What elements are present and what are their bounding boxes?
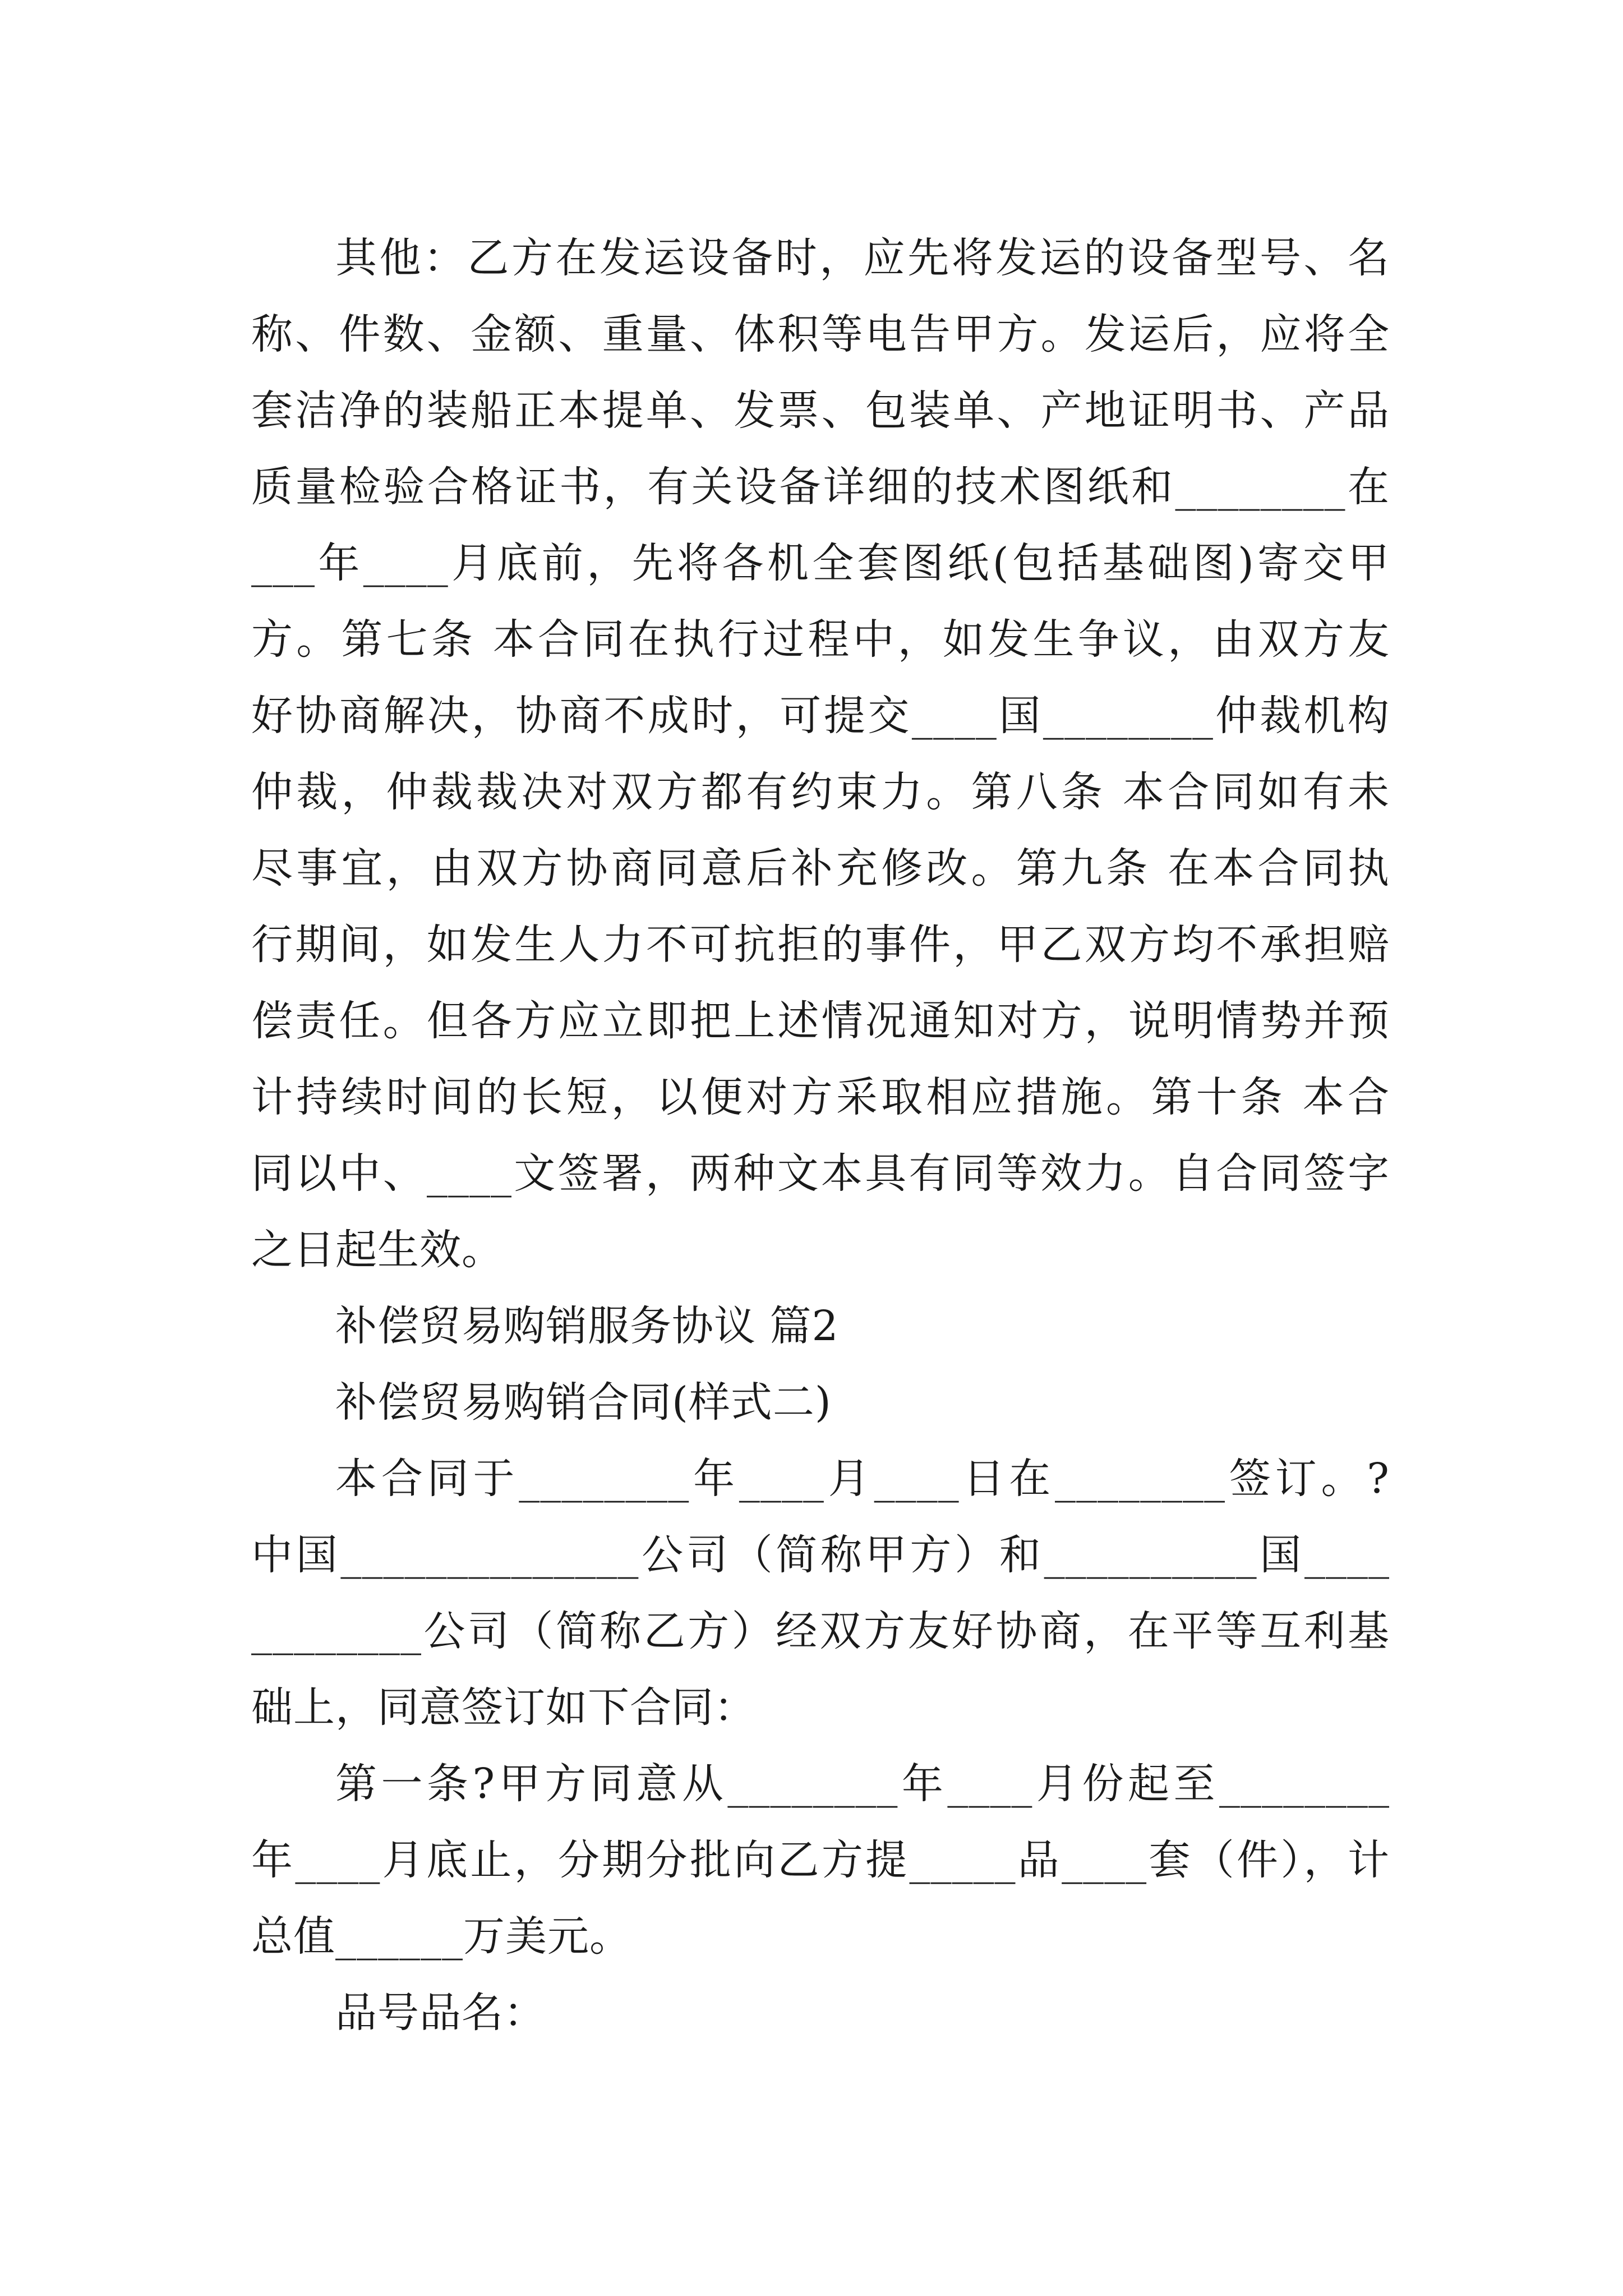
paragraph-line: 年____月底止，分期分批向乙方提_____品____套（件），计 <box>251 1836 1390 1884</box>
paragraph-line: ___年____月底前，先将各机全套图纸(包括基础图)寄交甲 <box>251 539 1390 587</box>
paragraph-line: 品号品名： <box>335 1989 546 2037</box>
paragraph-line: ________公司（简称乙方）经双方友好协商，在平等互利基 <box>251 1607 1390 1655</box>
paragraph-line: 尽事宜，由双方协商同意后补充修改。第九条 在本合同执 <box>251 844 1390 892</box>
paragraph-line: 好协商解决，协商不成时，可提交____国________仲裁机构 <box>251 692 1390 740</box>
paragraph-line: 方。第七条 本合同在执行过程中，如发生争议，由双方友 <box>251 615 1390 664</box>
paragraph-line: 仲裁，仲裁裁决对双方都有约束力。第八条 本合同如有未 <box>251 768 1390 816</box>
section-heading: 补偿贸易购销服务协议 篇2 <box>335 1302 839 1350</box>
paragraph-line: 计持续时间的长短，以便对方采取相应措施。第十条 本合 <box>251 1073 1390 1121</box>
paragraph-line: 套洁净的装船正本提单、发票、包装单、产地证明书、产品 <box>251 386 1390 435</box>
paragraph-line: 偿责任。但各方应立即把上述情况通知对方，说明情势并预 <box>251 997 1390 1045</box>
paragraph-line: 中国______________公司（简称甲方）和__________国____ <box>251 1531 1390 1579</box>
paragraph-line: 第一条?甲方同意从________年____月份起至________ <box>335 1760 1390 1808</box>
paragraph-line: 行期间，如发生人力不可抗拒的事件，甲乙双方均不承担赔 <box>251 921 1390 969</box>
paragraph-line: 总值______万美元。 <box>251 1912 631 1961</box>
document-subtitle: 补偿贸易购销合同(样式二) <box>335 1378 832 1427</box>
paragraph-line: 础上，同意签订如下合同： <box>251 1683 756 1732</box>
paragraph-line: 之日起生效。 <box>251 1226 504 1274</box>
document-page <box>251 220 1390 2051</box>
paragraph-line: 本合同于________年____月____日在________签订。? <box>335 1455 1390 1503</box>
paragraph-line: 其他：乙方在发运设备时，应先将发运的设备型号、名 <box>335 234 1390 282</box>
paragraph-line: 称、件数、金额、重量、体积等电告甲方。发运后，应将全 <box>251 310 1390 358</box>
paragraph-line: 同以中、____文签署，两种文本具有同等效力。自合同签字 <box>251 1149 1390 1198</box>
paragraph-line: 质量检验合格证书，有关设备详细的技术图纸和________在 <box>251 463 1390 511</box>
